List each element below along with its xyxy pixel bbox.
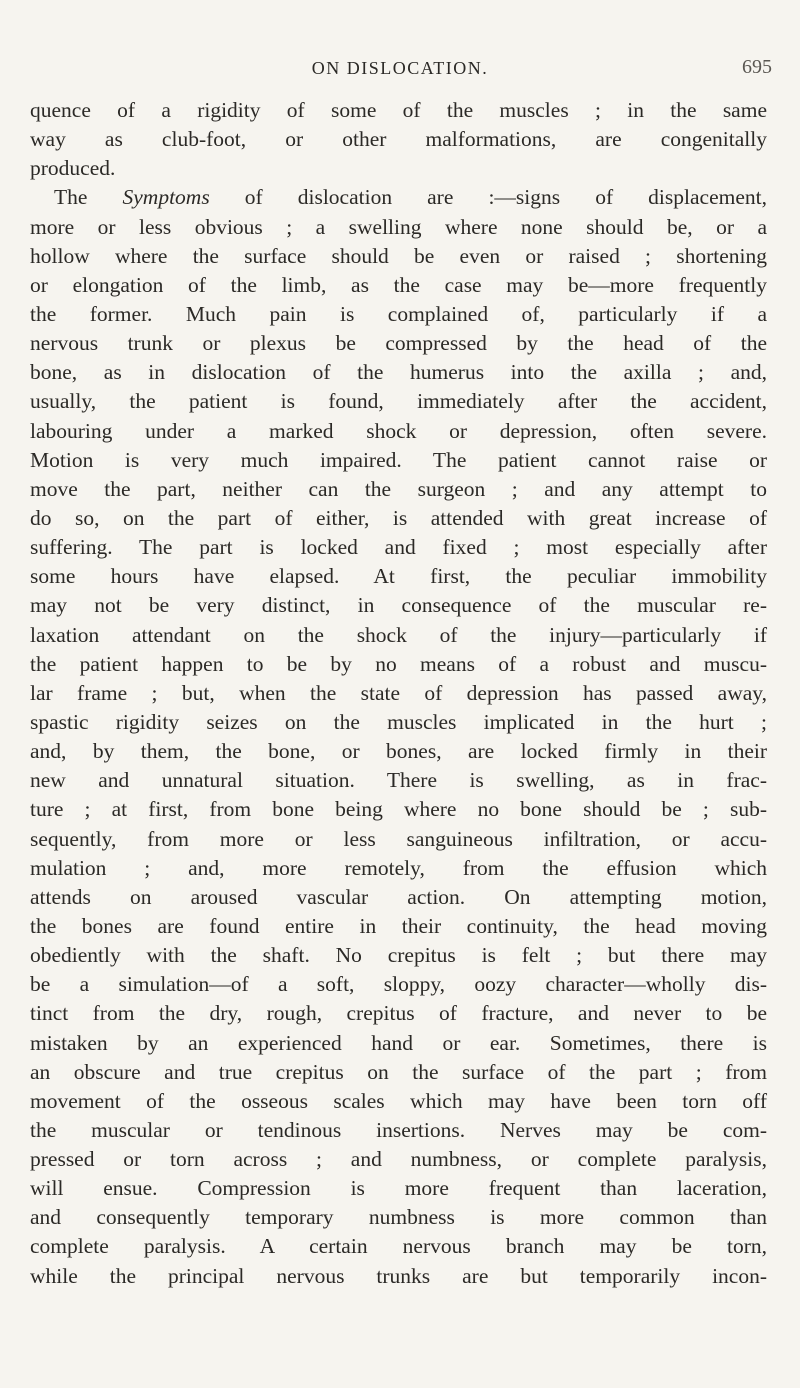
text-line: pressed or torn across ; and numbness, or complete paralysis, [30, 1147, 767, 1172]
text-line: be a simulation—of a soft, sloppy, oozy character—wholly dis- [30, 972, 767, 997]
text-line: attends on aroused vascular action. On attempting motion, [30, 884, 767, 909]
text-run: of dislocation are :—signs of displacement, [209, 185, 767, 210]
text-line: lar frame ; but, when the state of depression has passed away, [30, 680, 767, 705]
text-line: may not be very distinct, in consequence of the muscular re- [30, 593, 767, 618]
running-head [0, 58, 800, 88]
text-line: an obscure and true crepitus on the surface of the part ; from [30, 1059, 767, 1084]
text-line: obediently with the shaft. No crepitus is felt ; but there may [30, 943, 767, 968]
text-line: Motion is very much impaired. The patient cannot raise or [30, 447, 767, 472]
text-line: new and unnatural situation. There is swelling, as in frac- [30, 768, 767, 793]
text-line: or elongation of the limb, as the case may be—more frequently [30, 272, 767, 297]
text-line: way as club-foot, or other malformations, are congenitally [30, 127, 767, 152]
symptoms-paragraph-start [0, 183, 800, 212]
text-line: and consequently temporary numbness is more common than [30, 1205, 767, 1230]
text-line: bone, as in dislocation of the humerus into the axilla ; and, [30, 360, 767, 385]
body-text [0, 96, 800, 1291]
text-line: ture ; at first, from bone being where no bone should be ; sub- [30, 797, 767, 822]
running-title: ON DISLOCATION. [311, 58, 489, 78]
text-line: usually, the patient is found, immediately after the accident, [30, 389, 767, 414]
text-line: labouring under a marked shock or depression, often severe. [30, 418, 767, 443]
text-line: movement of the osseous scales which may have been torn off [30, 1088, 767, 1113]
text-line: the muscular or tendinous insertions. Nerves may be com- [30, 1117, 767, 1142]
text-line: complete paralysis. A certain nervous branch may be torn, [30, 1234, 767, 1259]
text-line: will ensue. Compression is more frequent than laceration, [30, 1176, 767, 1201]
page-number: 695 [742, 56, 772, 78]
text-line: quence of a rigidity of some of the muscles ; in the same [30, 98, 767, 122]
text-line: the bones are found entire in their continuity, the head moving [30, 913, 767, 938]
text-line: and, by them, the bone, or bones, are locked firmly in their [30, 739, 767, 764]
text-line: while the principal nervous trunks are but temporarily incon- [30, 1263, 767, 1288]
text-line: move the part, neither can the surgeon ; and any attempt to [30, 476, 767, 501]
text-line: tinct from the dry, rough, crepitus of fracture, and never to be [30, 1001, 767, 1026]
text-line: do so, on the part of either, is attended with great increase of [30, 505, 767, 530]
text-line: mulation ; and, more remotely, from the effusion which [30, 855, 767, 880]
text-line: mistaken by an experienced hand or ear. Sometimes, there is [30, 1030, 767, 1055]
text-line: produced. [30, 156, 116, 181]
text-line: sequently, from more or less sanguineous infiltration, or accu- [30, 826, 767, 851]
text-line: more or less obvious ; a swelling where none should be, or a [30, 214, 767, 239]
text-line: the former. Much pain is complained of, particularly if a [30, 301, 767, 326]
text-line: laxation attendant on the shock of the injury—particularly if [30, 622, 767, 647]
text-line: hollow where the surface should be even or raised ; shortening [30, 243, 767, 268]
text-line: nervous trunk or plexus be compressed by the head of the [30, 331, 767, 356]
text-line: some hours have elapsed. At first, the peculiar immobility [30, 564, 767, 589]
symptoms-heading: Symptoms [122, 185, 210, 210]
text-line: spastic rigidity seizes on the muscles implicated in the hurt ; [30, 709, 767, 734]
text-run: The [54, 185, 123, 210]
text-line: the patient happen to be by no means of a robust and muscu- [30, 651, 767, 676]
text-line: suffering. The part is locked and fixed ; most especially after [30, 535, 767, 560]
